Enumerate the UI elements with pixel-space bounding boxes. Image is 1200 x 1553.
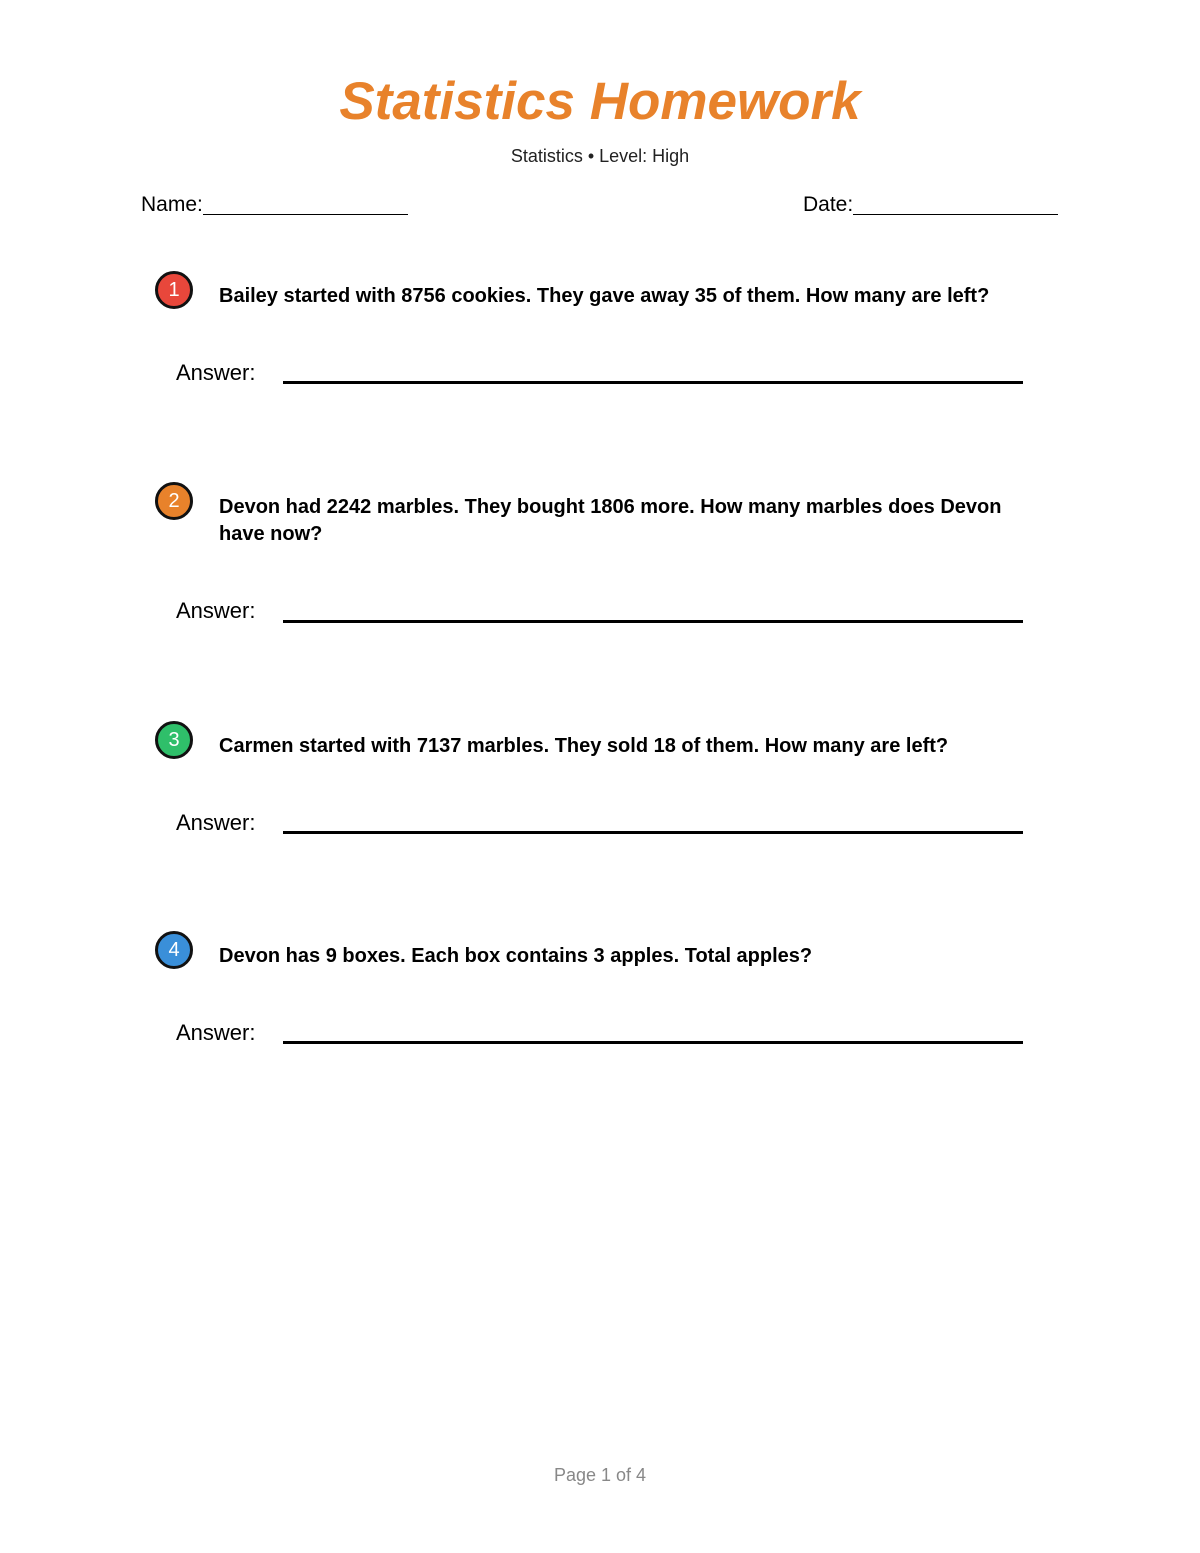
worksheet-subtitle: Statistics • Level: High [510, 146, 690, 166]
question-2 [155, 482, 1055, 632]
question-number-badge: 2 [155, 482, 193, 520]
answer-label: Answer: [176, 1020, 256, 1045]
name-label: Name: [141, 193, 203, 216]
question-number-badge: 1 [155, 271, 193, 309]
date-blank-line[interactable] [853, 192, 1058, 215]
page-number: Page 1 of 4 [553, 1465, 647, 1485]
question-text: Carmen started with 7137 marbles. They sold 18 of them. How many are left? [219, 735, 949, 757]
question-1 [155, 271, 1055, 391]
date-label: Date: [803, 193, 854, 216]
answer-line[interactable] [283, 381, 1023, 384]
question-4 [155, 931, 1055, 1051]
answer-label: Answer: [176, 810, 256, 835]
answer-line[interactable] [283, 620, 1023, 623]
worksheet-title: Statistics Homework [339, 72, 861, 131]
question-number-badge: 4 [155, 931, 193, 969]
answer-line[interactable] [283, 1041, 1023, 1044]
question-text: Devon had 2242 marbles. They bought 1806 more. How many marbles does Devon have now? [219, 496, 1002, 545]
date-field[interactable] [803, 192, 1058, 222]
answer-label: Answer: [176, 360, 256, 385]
question-text: Bailey started with 8756 cookies. They gave away 35 of them. How many are left? [219, 285, 990, 307]
answer-label: Answer: [176, 598, 256, 623]
question-3 [155, 721, 1055, 841]
question-number-badge: 3 [155, 721, 193, 759]
name-field[interactable] [141, 192, 408, 222]
name-blank-line[interactable] [203, 192, 408, 215]
answer-line[interactable] [283, 831, 1023, 834]
question-text: Devon has 9 boxes. Each box contains 3 apples. Total apples? [219, 945, 813, 967]
